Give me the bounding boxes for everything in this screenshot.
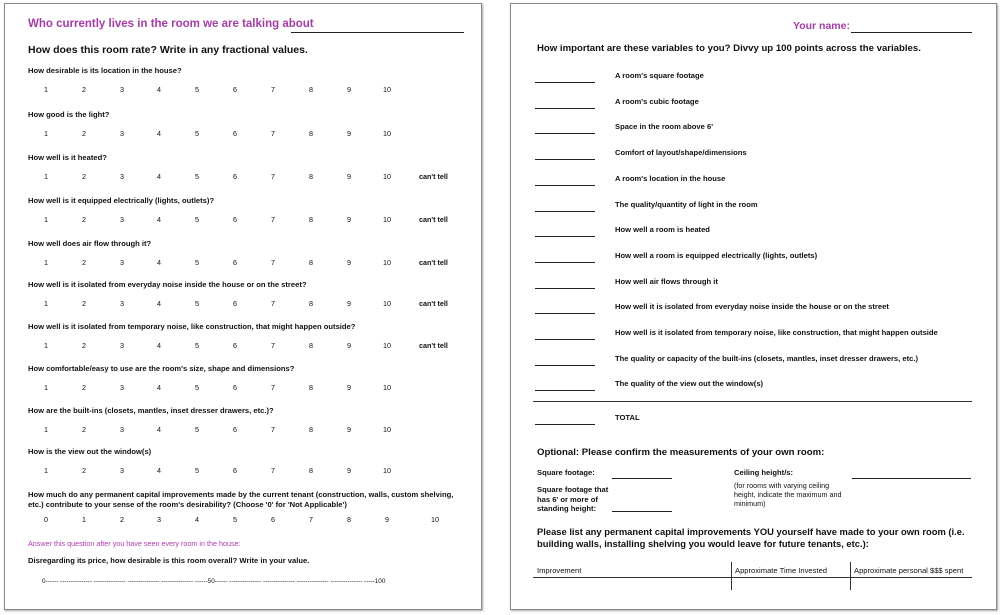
rating-option[interactable]: 2 xyxy=(82,299,86,308)
rating-option[interactable]: 2 xyxy=(82,258,86,267)
variable-label: The quality or capacity of the built-ins (closets, mantles, inset dresser drawers, etc.) xyxy=(615,354,918,363)
variable-label: How well is it isolated from temporary noise, like construction, that might happen outside xyxy=(615,328,938,337)
rating-question: How well is it equipped electrically (lights, outlets)? xyxy=(28,196,215,205)
rating-option[interactable]: 9 xyxy=(347,299,351,308)
survey-page-right xyxy=(510,3,997,610)
rating-option[interactable]: 4 xyxy=(157,299,161,308)
variable-label: How well air flows through it xyxy=(615,277,718,286)
rating-option[interactable]: 7 xyxy=(271,85,275,94)
rating-option[interactable]: 4 xyxy=(157,215,161,224)
rating-option[interactable]: 4 xyxy=(157,383,161,392)
rating-option[interactable]: 1 xyxy=(44,299,48,308)
rating-option[interactable]: 6 xyxy=(233,299,237,308)
points-field[interactable] xyxy=(535,262,595,263)
cant-tell-option[interactable]: can't tell xyxy=(419,172,448,181)
rating-option[interactable]: 2 xyxy=(82,85,86,94)
optional-heading: Optional: Please confirm the measurements of your own room: xyxy=(537,447,825,458)
improvements-heading: Please list any permanent capital improvements YOU yourself have made to your own room (i.e. building walls, installing shelving you would leave for future tenants, etc.): xyxy=(537,526,965,549)
rating-option[interactable]: 1 xyxy=(44,129,48,138)
rating-option[interactable]: 10 xyxy=(383,129,391,138)
rating-option[interactable]: 10 xyxy=(383,299,391,308)
cant-tell-option[interactable]: can't tell xyxy=(419,258,448,267)
rating-question: How is the view out the window(s) xyxy=(28,447,152,456)
rating-option[interactable]: 10 xyxy=(383,258,391,267)
total-divider xyxy=(533,401,972,402)
rating-option[interactable]: 9 xyxy=(347,341,351,350)
rating-option[interactable]: 7 xyxy=(271,425,275,434)
rating-option[interactable]: 1 xyxy=(44,215,48,224)
capital-option[interactable]: 9 xyxy=(385,515,389,524)
capital-option[interactable]: 3 xyxy=(157,515,161,524)
rating-option[interactable]: 2 xyxy=(82,425,86,434)
rating-option[interactable]: 10 xyxy=(383,425,391,434)
variable-label: The quality of the view out the window(s) xyxy=(615,379,764,388)
rating-option[interactable]: 8 xyxy=(309,172,313,181)
points-field[interactable] xyxy=(535,365,595,366)
points-field[interactable] xyxy=(535,185,595,186)
rating-option[interactable]: 3 xyxy=(120,299,124,308)
rating-option[interactable]: 7 xyxy=(271,129,275,138)
table-header-cost: Approximate personal $$$ spent xyxy=(854,566,964,575)
capital-option[interactable]: 4 xyxy=(195,515,199,524)
rating-option[interactable]: 8 xyxy=(309,129,313,138)
ceiling-note: (for rooms with varying ceiling height, indicate the maximum and minimum) xyxy=(734,481,842,508)
capital-option[interactable]: 2 xyxy=(120,515,124,524)
rating-option[interactable]: 9 xyxy=(347,383,351,392)
rating-option[interactable]: 10 xyxy=(383,341,391,350)
after-note: Answer this question after you have seen every room in the house: xyxy=(28,539,241,548)
rating-option[interactable]: 5 xyxy=(195,425,199,434)
rating-option[interactable]: 3 xyxy=(120,129,124,138)
rating-option[interactable]: 8 xyxy=(309,383,313,392)
points-field[interactable] xyxy=(535,133,595,134)
rating-option[interactable]: 3 xyxy=(120,341,124,350)
rating-option[interactable]: 9 xyxy=(347,85,351,94)
rating-option[interactable]: 5 xyxy=(195,258,199,267)
points-field[interactable] xyxy=(535,108,595,109)
rating-option[interactable]: 6 xyxy=(233,466,237,475)
rating-option[interactable]: 8 xyxy=(309,341,313,350)
rating-option[interactable]: 6 xyxy=(233,85,237,94)
rating-option[interactable]: 7 xyxy=(271,299,275,308)
rating-option[interactable]: 3 xyxy=(120,258,124,267)
capital-option[interactable]: 0 xyxy=(44,515,48,524)
overall-question: Disregarding its price, how desirable is this room overall? Write in your value. xyxy=(28,556,310,565)
rating-question: How desirable is its location in the house? xyxy=(28,66,182,75)
rating-option[interactable]: 6 xyxy=(233,341,237,350)
occupant-prompt: Who currently lives in the room we are talking about xyxy=(28,18,314,30)
table-divider-1 xyxy=(731,562,732,590)
rating-option[interactable]: 4 xyxy=(157,258,161,267)
rating-option[interactable]: 2 xyxy=(82,172,86,181)
rating-option[interactable]: 10 xyxy=(383,215,391,224)
points-field[interactable] xyxy=(535,339,595,340)
variable-label: Comfort of layout/shape/dimensions xyxy=(615,148,747,157)
rating-question: How well does air flow through it? xyxy=(28,239,152,248)
cant-tell-option[interactable]: can't tell xyxy=(419,215,448,224)
rating-option[interactable]: 5 xyxy=(195,215,199,224)
rating-option[interactable]: 9 xyxy=(347,129,351,138)
rating-option[interactable]: 10 xyxy=(383,383,391,392)
rating-option[interactable]: 3 xyxy=(120,172,124,181)
rating-option[interactable]: 6 xyxy=(233,383,237,392)
rating-option[interactable]: 3 xyxy=(120,215,124,224)
rating-option[interactable]: 10 xyxy=(383,172,391,181)
rating-option[interactable]: 1 xyxy=(44,341,48,350)
rating-option[interactable]: 10 xyxy=(383,85,391,94)
rating-option[interactable]: 1 xyxy=(44,466,48,475)
capital-option[interactable]: 6 xyxy=(271,515,275,524)
rating-option[interactable]: 6 xyxy=(233,129,237,138)
cant-tell-option[interactable]: can't tell xyxy=(419,299,448,308)
rating-option[interactable]: 7 xyxy=(271,172,275,181)
rating-option[interactable]: 9 xyxy=(347,258,351,267)
points-field[interactable] xyxy=(535,82,595,83)
square-footage-label: Square footage: xyxy=(537,468,595,477)
total-points-field[interactable] xyxy=(535,424,595,425)
variable-label: A room's location in the house xyxy=(615,174,726,183)
rating-option[interactable]: 2 xyxy=(82,466,86,475)
rating-option[interactable]: 8 xyxy=(309,466,313,475)
rating-option[interactable]: 4 xyxy=(157,425,161,434)
capital-option[interactable]: 10 xyxy=(431,515,439,524)
variable-label: How well a room is equipped electrically (lights, outlets) xyxy=(615,251,818,260)
capital-option[interactable]: 5 xyxy=(233,515,237,524)
rating-question: How well is it heated? xyxy=(28,153,107,162)
survey-page-left xyxy=(4,3,482,610)
points-field[interactable] xyxy=(535,236,595,237)
table-divider-2 xyxy=(850,562,851,590)
rating-option[interactable]: 9 xyxy=(347,425,351,434)
rating-option[interactable]: 2 xyxy=(82,383,86,392)
variable-label: How well a room is heated xyxy=(615,225,710,234)
rating-option[interactable]: 3 xyxy=(120,383,124,392)
points-field[interactable] xyxy=(535,288,595,289)
rating-option[interactable]: 6 xyxy=(233,172,237,181)
rating-option[interactable]: 4 xyxy=(157,129,161,138)
rating-option[interactable]: 5 xyxy=(195,299,199,308)
ceiling-height-field[interactable] xyxy=(852,478,971,479)
rating-option[interactable]: 6 xyxy=(233,215,237,224)
rating-option[interactable]: 8 xyxy=(309,299,313,308)
rating-option[interactable]: 3 xyxy=(120,85,124,94)
table-header-rule xyxy=(533,577,972,578)
rating-question: How are the built-ins (closets, mantles, inset dresser drawers, etc.)? xyxy=(28,406,274,415)
rating-option[interactable]: 10 xyxy=(383,466,391,475)
variable-label: A room's cubic footage xyxy=(615,97,699,106)
rating-option[interactable]: 3 xyxy=(120,466,124,475)
variable-label: The quality/quantity of light in the room xyxy=(615,200,758,209)
capital-option[interactable]: 1 xyxy=(82,515,86,524)
rating-option[interactable]: 5 xyxy=(195,85,199,94)
rating-question: How well is it isolated from temporary noise, like construction, that might happen outside? xyxy=(28,322,356,331)
points-field[interactable] xyxy=(535,159,595,160)
your-name-label: Your name: xyxy=(793,20,850,32)
points-field[interactable] xyxy=(535,313,595,314)
table-header-time: Approximate Time Invested xyxy=(735,566,828,575)
right-heading: How important are these variables to you? Divvy up 100 points across the variables. xyxy=(537,43,921,54)
capital-option[interactable]: 7 xyxy=(309,515,313,524)
rating-option[interactable]: 9 xyxy=(347,172,351,181)
rating-option[interactable]: 9 xyxy=(347,466,351,475)
rating-question: How good is the light? xyxy=(28,110,110,119)
points-field[interactable] xyxy=(535,390,595,391)
variable-label: How well it is isolated from everyday noise inside the house or on the street xyxy=(615,302,889,311)
rating-option[interactable]: 6 xyxy=(233,425,237,434)
rating-option[interactable]: 9 xyxy=(347,215,351,224)
rating-question: How comfortable/easy to use are the room's size, shape and dimensions? xyxy=(28,364,295,373)
ceiling-height-label: Ceiling height/s: xyxy=(734,468,794,477)
rating-option[interactable]: 1 xyxy=(44,425,48,434)
square-footage-field[interactable] xyxy=(612,478,672,479)
overall-scale[interactable]: 0------ --------------- --------------- --------------- --------------- ------50------ --------------- --------------- --------------- --------------- -----100 xyxy=(42,578,386,585)
rating-option[interactable]: 7 xyxy=(271,383,275,392)
variable-label: A room's square footage xyxy=(615,71,704,80)
rating-option[interactable]: 5 xyxy=(195,383,199,392)
your-name-field[interactable] xyxy=(851,32,972,33)
points-field[interactable] xyxy=(535,211,595,212)
rating-option[interactable]: 4 xyxy=(157,466,161,475)
rating-option[interactable]: 2 xyxy=(82,215,86,224)
rating-option[interactable]: 1 xyxy=(44,85,48,94)
capital-option[interactable]: 8 xyxy=(347,515,351,524)
rating-option[interactable]: 7 xyxy=(271,466,275,475)
rating-option[interactable]: 8 xyxy=(309,215,313,224)
rating-option[interactable]: 2 xyxy=(82,341,86,350)
rating-option[interactable]: 3 xyxy=(120,425,124,434)
rating-option[interactable]: 1 xyxy=(44,383,48,392)
variable-label: Space in the room above 6' xyxy=(615,122,714,131)
rating-option[interactable]: 5 xyxy=(195,466,199,475)
rating-option[interactable]: 5 xyxy=(195,172,199,181)
rating-option[interactable]: 4 xyxy=(157,85,161,94)
capital-question: How much do any permanent capital improvements made by the current tenant (construction, walls, custom shelving, etc.) contribute to your sense of the room's desirability? (Choose '0' for 'Not Applicable') xyxy=(28,490,454,509)
rating-question: How well is it isolated from everyday noise inside the house or on the street? xyxy=(28,280,307,289)
rating-option[interactable]: 7 xyxy=(271,341,275,350)
rating-option[interactable]: 6 xyxy=(233,258,237,267)
sqft-over6-field[interactable] xyxy=(612,511,672,512)
sqft-over6-label: Square footage that has 6' or more of standing height: xyxy=(537,485,609,513)
rating-option[interactable]: 8 xyxy=(309,258,313,267)
rating-option[interactable]: 2 xyxy=(82,129,86,138)
left-heading: How does this room rate? Write in any fractional values. xyxy=(28,44,308,56)
rating-option[interactable]: 7 xyxy=(271,215,275,224)
table-header-improvement: Improvement xyxy=(537,566,582,575)
rating-option[interactable]: 1 xyxy=(44,258,48,267)
rating-option[interactable]: 8 xyxy=(309,425,313,434)
rating-option[interactable]: 4 xyxy=(157,172,161,181)
total-label: TOTAL xyxy=(615,413,640,422)
occupant-field[interactable] xyxy=(291,32,464,33)
rating-option[interactable]: 7 xyxy=(271,258,275,267)
cant-tell-option[interactable]: can't tell xyxy=(419,341,448,350)
rating-option[interactable]: 8 xyxy=(309,85,313,94)
rating-option[interactable]: 4 xyxy=(157,341,161,350)
rating-option[interactable]: 5 xyxy=(195,129,199,138)
rating-option[interactable]: 1 xyxy=(44,172,48,181)
rating-option[interactable]: 5 xyxy=(195,341,199,350)
